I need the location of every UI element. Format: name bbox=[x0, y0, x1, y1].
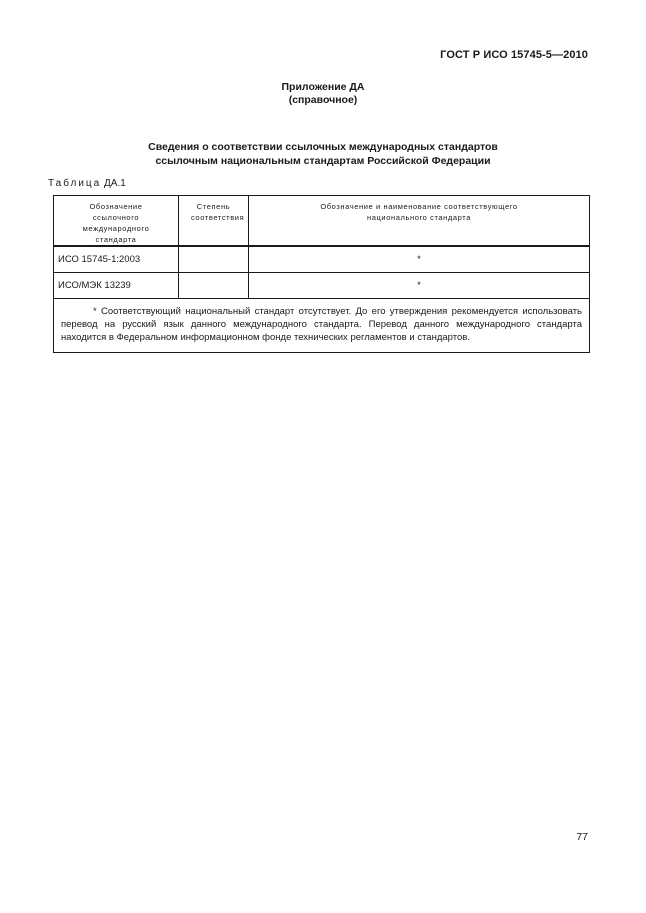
appendix-name: Приложение ДА bbox=[281, 81, 365, 93]
section-title-line-1: Сведения о соответствии ссылочных международных стандартов bbox=[148, 141, 498, 153]
table-footnote bbox=[54, 298, 590, 352]
table-footnote-row bbox=[54, 298, 590, 352]
appendix-kind: (справочное) bbox=[288, 94, 358, 106]
appendix-heading bbox=[0, 81, 646, 107]
cell-international-standard: ИСО/МЭК 13239 bbox=[54, 272, 179, 298]
cell-national-standard: * bbox=[249, 272, 590, 298]
table-caption-word: Таблица bbox=[48, 178, 102, 189]
table-row bbox=[54, 272, 590, 298]
footnote-text: * Соответствующий национальный стандарт отсутствует. До его утверждения рекомендуется использовать перевод на русский язык данного международного стандарта. Перевод данного международного стандарта находится в Федеральном информационном фонде технических регламентов и стандартов. bbox=[61, 305, 582, 343]
section-title bbox=[0, 140, 646, 168]
cell-national-standard: * bbox=[249, 246, 590, 272]
correspondence-table bbox=[53, 195, 590, 353]
header-international-standard: Обозначение ссылочного международного стандарта bbox=[54, 196, 179, 247]
document-code: ГОСТ Р ИСО 15745-5—2010 bbox=[440, 49, 588, 61]
section-title-line-2: ссылочным национальным стандартам Российской Федерации bbox=[155, 155, 491, 167]
table-caption bbox=[48, 178, 126, 189]
table-caption-number: ДА.1 bbox=[104, 178, 126, 189]
header-degree-of-conformity: Степень соответствия bbox=[179, 196, 249, 247]
table-row bbox=[54, 246, 590, 272]
cell-degree bbox=[179, 272, 249, 298]
page-number: 77 bbox=[576, 831, 588, 843]
cell-degree bbox=[179, 246, 249, 272]
cell-international-standard: ИСО 15745-1:2003 bbox=[54, 246, 179, 272]
header-national-standard: Обозначение и наименование соответствующего национального стандарта bbox=[249, 196, 590, 247]
table-header-row bbox=[54, 196, 590, 247]
